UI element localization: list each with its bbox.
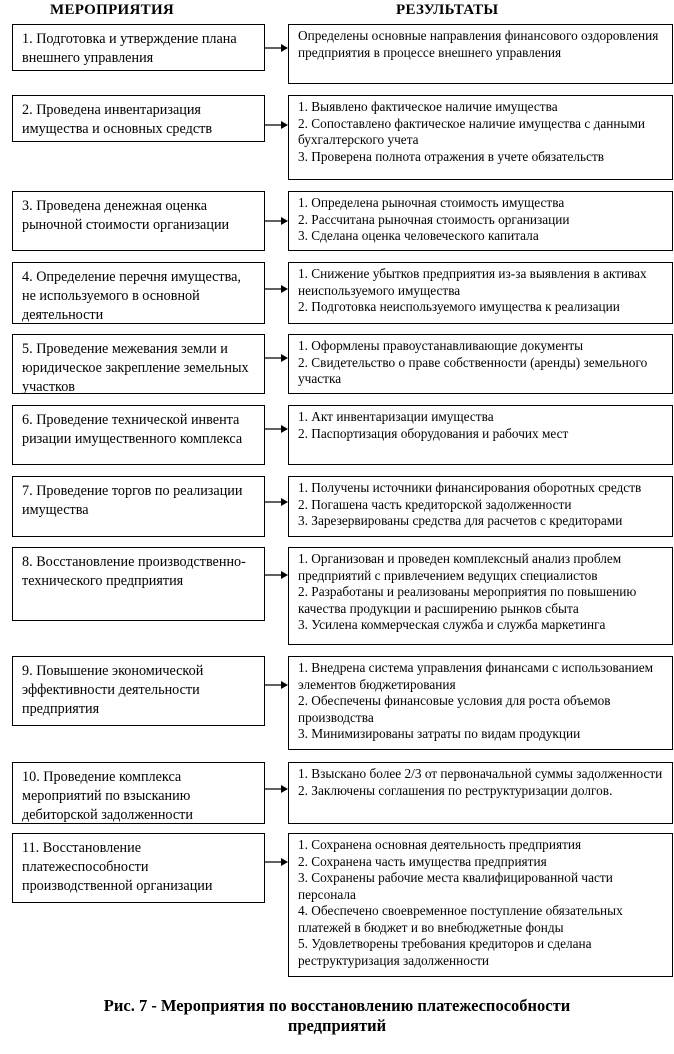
result-item: 3. Проверена полнота отражения в учете обязательств <box>298 148 605 164</box>
results-box <box>288 191 673 251</box>
results-box <box>288 24 673 84</box>
result-item: Определены основные направления финансового оздоровления предприятия в процессе внешнего управления <box>298 28 659 60</box>
measure-box <box>12 405 265 465</box>
measure-text: 7. Проведение торгов по реализации имущества <box>22 483 243 518</box>
results-box <box>288 547 673 645</box>
result-item: 1. Определена рыночная стоимость имущества <box>298 195 565 210</box>
measure-text: 2. Проведена инвентаризация имущества и основных средств <box>22 102 213 137</box>
measure-text: 1. Подготовка и утверждение плана внешнего управления <box>22 31 237 66</box>
results-box <box>288 334 673 394</box>
measure-box <box>12 95 265 142</box>
arrow-icon <box>265 284 288 294</box>
result-item: 3. Сделана оценка человеческого капитала <box>298 228 539 243</box>
arrow-icon <box>265 680 288 690</box>
results-box <box>288 476 673 537</box>
result-item: 2. Паспортизация оборудования и рабочих мест <box>298 425 569 441</box>
arrow-icon <box>265 216 288 226</box>
arrow-icon <box>265 857 288 867</box>
measure-box <box>12 547 265 621</box>
result-item: 1. Оформлены правоустанавливающие документы <box>298 338 584 353</box>
result-item: 1. Выявлено фактическое наличие имущества <box>298 99 558 114</box>
results-box <box>288 656 673 750</box>
measure-text: 11. Восстановление платежеспособности производственной организации <box>22 840 213 894</box>
result-item: 2. Сохранена часть имущества предприятия <box>298 853 547 869</box>
measure-box <box>12 262 265 324</box>
header-results: РЕЗУЛЬТАТЫ <box>396 2 499 18</box>
measure-text: 5. Проведение межевания земли и юридическое закрепление земельных участков <box>22 341 249 395</box>
result-item: 1. Сохранена основная деятельность предприятия <box>298 837 582 852</box>
header-measures: МЕРОПРИЯТИЯ <box>50 2 175 18</box>
measure-text: 9. Повышение экономической эффективности деятельности предприятия <box>22 663 204 717</box>
result-item: 1. Внедрена система управления финансами с использованием элементов бюджетирования <box>298 660 654 692</box>
result-item: 2. Разработаны и реализованы мероприятия по повышению качества продукции и расширению рынков сбыта <box>298 584 637 616</box>
measure-box <box>12 762 265 824</box>
result-item: 1. Взыскано более 2/3 от первоначальной суммы задолженности <box>298 766 663 781</box>
result-item: 2. Заключены соглашения по реструктуризации долгов. <box>298 782 613 798</box>
result-item: 2. Погашена часть кредиторской задолженности <box>298 496 572 512</box>
arrow-icon <box>265 120 288 130</box>
arrow-icon <box>265 570 288 580</box>
result-item: 3. Сохранены рабочие места квалифицированной части персонала <box>298 870 613 902</box>
figure-caption <box>0 996 674 1036</box>
result-item: 3. Минимизированы затраты по видам продукции <box>298 726 581 741</box>
result-item: 3. Усилена коммерческая служба и служба маркетинга <box>298 617 606 632</box>
results-box <box>288 262 673 324</box>
results-box <box>288 95 673 180</box>
measure-text: 8. Восстановление производственно-технического предприятия <box>22 554 246 589</box>
result-item: 2. Свидетельство о праве собственности (аренды) земельного участка <box>298 354 648 386</box>
measure-text: 3. Проведена денежная оценка рыночной стоимости организации <box>22 198 230 233</box>
result-item: 2. Рассчитана рыночная стоимость организации <box>298 211 570 227</box>
measure-box <box>12 334 265 394</box>
result-item: 5. Удовлетворены требования кредиторов и сделана реструктуризация задолженности <box>298 936 592 968</box>
result-item: 1. Снижение убытков предприятия из-за выявления в активах неиспользуемого имущества <box>298 266 647 298</box>
result-item: 2. Обеспечены финансовые условия для роста объемов производства <box>298 693 611 725</box>
caption-line: Рис. 7 - Мероприятия по восстановлению платежеспособности <box>103 996 571 1015</box>
measure-text: 10. Проведение комплекса мероприятий по взысканию дебиторской задолженности <box>22 769 193 823</box>
results-box <box>288 833 673 977</box>
arrow-icon <box>265 43 288 53</box>
measure-box <box>12 476 265 537</box>
result-item: 2. Подготовка неиспользуемого имущества к реализации <box>298 299 620 314</box>
measure-box <box>12 656 265 726</box>
results-box <box>288 762 673 824</box>
result-item: 4. Обеспечено своевременное поступление обязательных платежей в бюджет и во внебюджетные фонды <box>298 903 623 935</box>
result-item: 3. Зарезервированы средства для расчетов с кредиторами <box>298 513 623 528</box>
arrow-icon <box>265 353 288 363</box>
arrow-icon <box>265 497 288 507</box>
result-item: 1. Акт инвентаризации имущества <box>298 409 494 424</box>
results-box <box>288 405 673 465</box>
measure-text: 4. Определение перечня имущества, не используемого в основной деятельности <box>22 269 241 323</box>
result-item: 2. Сопоставлено фактическое наличие имущества с данными бухгалтерского учета <box>298 115 645 147</box>
measure-box <box>12 833 265 903</box>
measure-text: 6. Проведение технической инвента ризации имущественного комплекса <box>22 412 243 447</box>
measure-box <box>12 24 265 71</box>
measure-box <box>12 191 265 251</box>
arrow-icon <box>265 424 288 434</box>
caption-line: предприятий <box>287 1016 387 1035</box>
arrow-icon <box>265 784 288 794</box>
result-item: 1. Получены источники финансирования оборотных средств <box>298 480 642 495</box>
result-item: 1. Организован и проведен комплексный анализ проблем предприятий с привлечением ведущих специалистов <box>298 551 622 583</box>
